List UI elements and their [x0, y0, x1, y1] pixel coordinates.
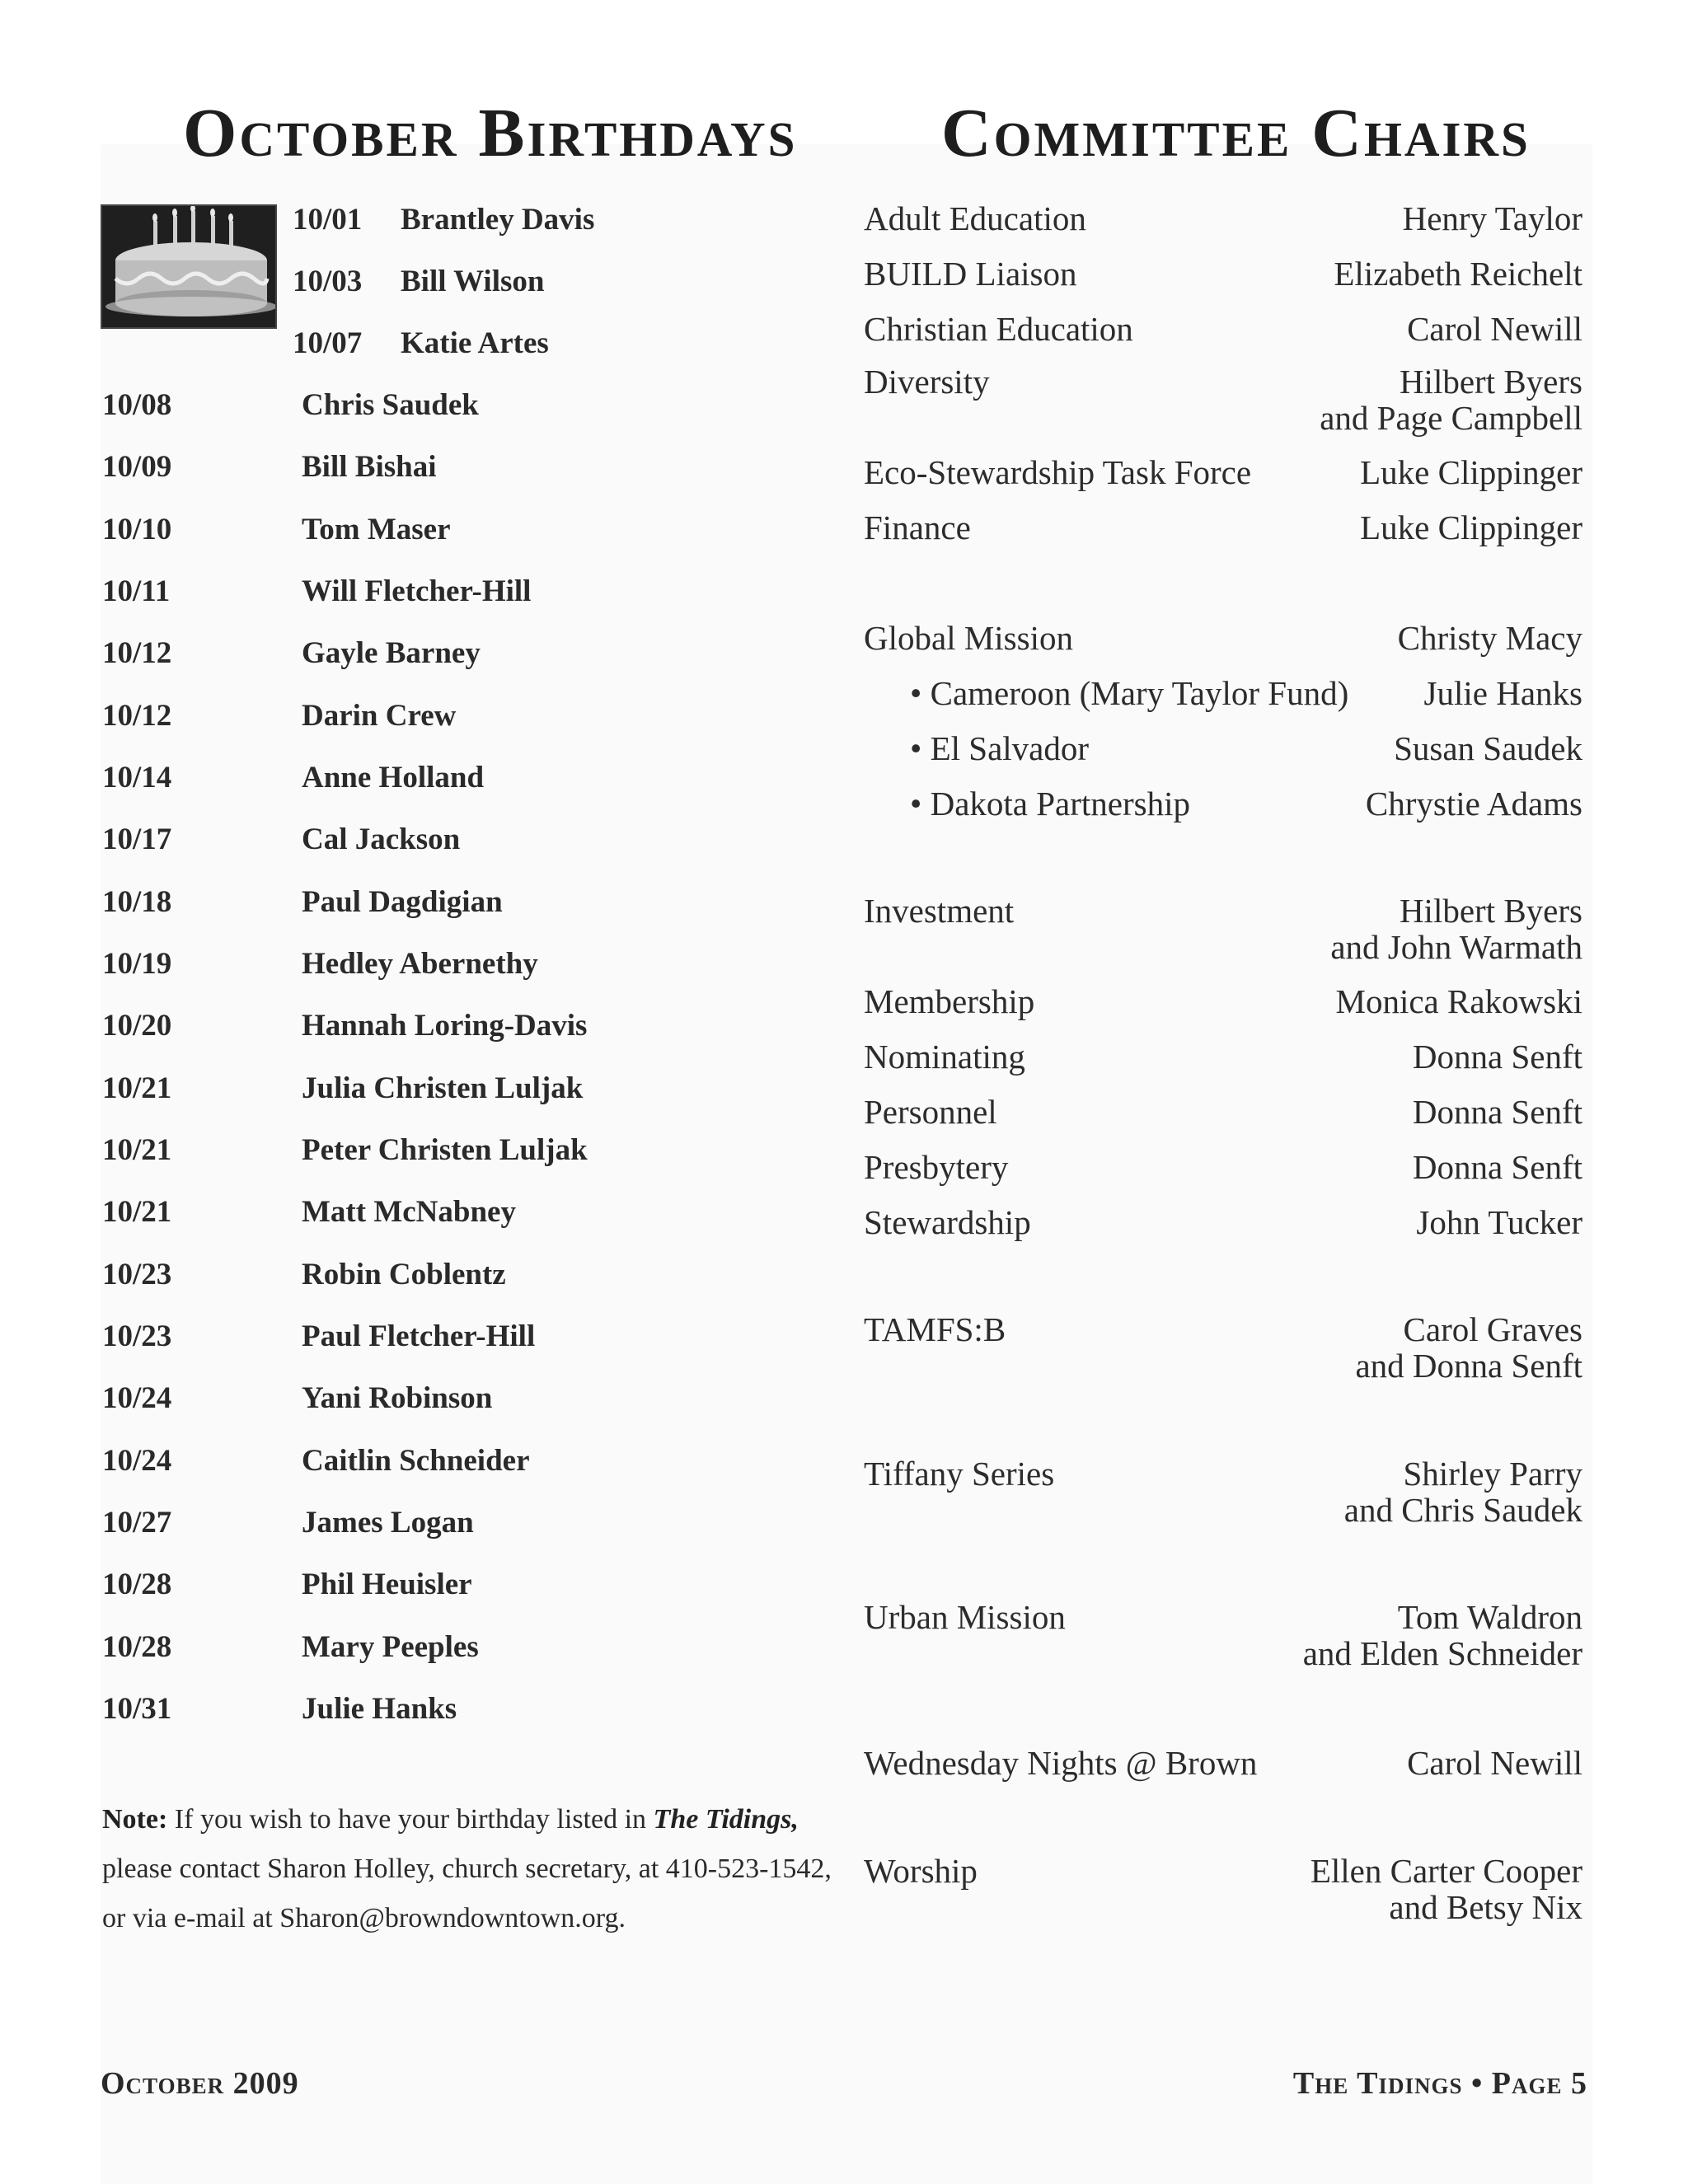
birthday-date: 10/11 [102, 574, 171, 608]
birthday-date: 10/28 [102, 1630, 172, 1664]
birthday-name: Bill Bishai [302, 450, 437, 484]
committee-name: Personnel [864, 1093, 997, 1131]
birthday-date: 10/17 [102, 823, 172, 856]
committee-chair: Susan Saudek [1394, 729, 1582, 767]
birthday-name: Phil Heuisler [302, 1568, 472, 1601]
birthday-date: 10/21 [102, 1195, 172, 1229]
birthday-name: Julia Christen Luljak [302, 1071, 584, 1105]
committee-chair: Ellen Carter Cooper [1310, 1852, 1582, 1890]
committee-name: Diversity [864, 363, 990, 401]
birthday-date: 10/09 [102, 450, 172, 484]
birthday-name: Chris Saudek [302, 388, 479, 422]
committee-co-chair: and Elden Schneider [1302, 1634, 1582, 1672]
birthday-date: 10/23 [102, 1319, 172, 1353]
birthday-name: Cal Jackson [302, 823, 461, 856]
birthday-name: Matt McNabney [302, 1195, 516, 1229]
committee-name: • Dakota Partnership [910, 785, 1190, 823]
birthday-date: 10/24 [102, 1444, 172, 1478]
committee-chair: Donna Senft [1412, 1093, 1582, 1131]
committee-name: Wednesday Nights @ Brown [864, 1744, 1258, 1782]
committee-name: TAMFS:B [864, 1310, 1006, 1348]
committee-chair: Luke Clippinger [1360, 509, 1582, 546]
committee-name: Eco-Stewardship Task Force [864, 453, 1252, 491]
birthday-note [102, 1795, 836, 1943]
committee-co-chair: and Chris Saudek [1343, 1491, 1582, 1529]
birthday-name: James Logan [302, 1506, 474, 1540]
committee-chair: Christy Macy [1397, 619, 1582, 657]
birthday-name: Mary Peeples [302, 1630, 479, 1664]
birthday-name: Brantley Davis [401, 203, 595, 237]
committee-chair: Henry Taylor [1402, 199, 1582, 237]
birthday-name: Hannah Loring-Davis [302, 1009, 588, 1043]
committee-name: Presbytery [864, 1148, 1009, 1186]
note-publication: The Tidings, [653, 1804, 799, 1835]
birthday-date: 10/12 [102, 699, 172, 733]
birthday-name: Bill Wilson [401, 265, 545, 298]
birthday-name: Paul Dagdigian [302, 885, 503, 919]
birthday-name: Robin Coblentz [302, 1258, 506, 1291]
birthday-name: Darin Crew [302, 699, 457, 733]
committee-chair: Carol Newill [1407, 310, 1582, 348]
birthday-date: 10/28 [102, 1568, 172, 1601]
committee-chair: Chrystie Adams [1365, 785, 1582, 823]
committee-chair: Hilbert Byers [1399, 892, 1582, 930]
birthday-date: 10/27 [102, 1506, 172, 1540]
footer-page-label: The Tidings • Page 5 [1292, 2066, 1587, 2101]
note-label: Note: [102, 1804, 168, 1835]
committee-name: • El Salvador [910, 729, 1090, 767]
committee-co-chair: and Betsy Nix [1389, 1888, 1582, 1926]
committee-chair: John Tucker [1416, 1203, 1582, 1241]
birthday-date: 10/01 [293, 203, 363, 237]
birthday-name: Hedley Abernethy [302, 947, 538, 981]
birthday-name: Katie Artes [401, 326, 549, 360]
birthday-date: 10/14 [102, 761, 172, 794]
committee-chair: Tom Waldron [1397, 1598, 1582, 1636]
birthday-name: Peter Christen Luljak [302, 1133, 588, 1167]
birthday-date: 10/12 [102, 636, 172, 670]
birthday-name: Will Fletcher-Hill [302, 574, 532, 608]
note-text-2: please contact Sharon Holley, church secretary, at 410-523-1542, or via e-mail at Sharon@browndowntown.org. [102, 1854, 832, 1933]
birthdays-heading: October Birthdays [183, 95, 798, 171]
birthday-date: 10/18 [102, 885, 172, 919]
committee-chair: Hilbert Byers [1399, 363, 1582, 401]
committee-name: BUILD Liaison [864, 255, 1077, 293]
committee-chair: Carol Newill [1407, 1744, 1582, 1782]
birthday-date: 10/20 [102, 1009, 172, 1043]
birthday-date: 10/19 [102, 947, 172, 981]
birthday-date: 10/21 [102, 1133, 172, 1167]
committee-chair: Donna Senft [1412, 1148, 1582, 1186]
committee-chair: Elizabeth Reichelt [1334, 255, 1582, 293]
committee-name: Adult Education [864, 199, 1086, 237]
birthday-date: 10/31 [102, 1692, 172, 1726]
committee-name: Global Mission [864, 619, 1073, 657]
birthday-name: Caitlin Schneider [302, 1444, 530, 1478]
committee-name: Stewardship [864, 1203, 1031, 1241]
committee-co-chair: and Page Campbell [1320, 399, 1582, 437]
committee-name: Investment [864, 892, 1015, 930]
committee-chair: Shirley Parry [1403, 1455, 1582, 1493]
birthday-name: Julie Hanks [302, 1692, 457, 1726]
birthday-date: 10/24 [102, 1381, 172, 1415]
birthday-cake-icon [101, 204, 277, 329]
committee-chair: Julie Hanks [1423, 674, 1582, 712]
birthday-name: Gayle Barney [302, 636, 481, 670]
committee-name: Membership [864, 982, 1035, 1020]
committee-chairs-heading: Committee Chairs [941, 95, 1531, 171]
committee-name: Urban Mission [864, 1598, 1066, 1636]
footer-date: October 2009 [101, 2066, 299, 2101]
birthday-date: 10/08 [102, 388, 172, 422]
committee-name: • Cameroon (Mary Taylor Fund) [910, 674, 1349, 712]
birthday-name: Paul Fletcher-Hill [302, 1319, 536, 1353]
committee-co-chair: and John Warmath [1330, 928, 1582, 966]
committee-name: Worship [864, 1852, 978, 1890]
committee-chair: Carol Graves [1403, 1310, 1582, 1348]
birthday-date: 10/10 [102, 513, 172, 546]
birthday-name: Anne Holland [302, 761, 485, 794]
note-text-1: If you wish to have your birthday listed in [167, 1804, 654, 1835]
birthday-date: 10/23 [102, 1258, 172, 1291]
committee-chair: Luke Clippinger [1360, 453, 1582, 491]
birthday-name: Tom Maser [302, 513, 451, 546]
committee-chair: Donna Senft [1412, 1038, 1582, 1076]
committee-co-chair: and Donna Senft [1355, 1347, 1582, 1385]
committee-chair: Monica Rakowski [1335, 982, 1582, 1020]
birthday-date: 10/21 [102, 1071, 172, 1105]
committee-name: Tiffany Series [864, 1455, 1055, 1493]
committee-name: Finance [864, 509, 971, 546]
birthday-date: 10/03 [293, 265, 363, 298]
birthday-name: Yani Robinson [302, 1381, 493, 1415]
committee-name: Christian Education [864, 310, 1133, 348]
committee-name: Nominating [864, 1038, 1025, 1076]
birthday-date: 10/07 [293, 326, 363, 360]
